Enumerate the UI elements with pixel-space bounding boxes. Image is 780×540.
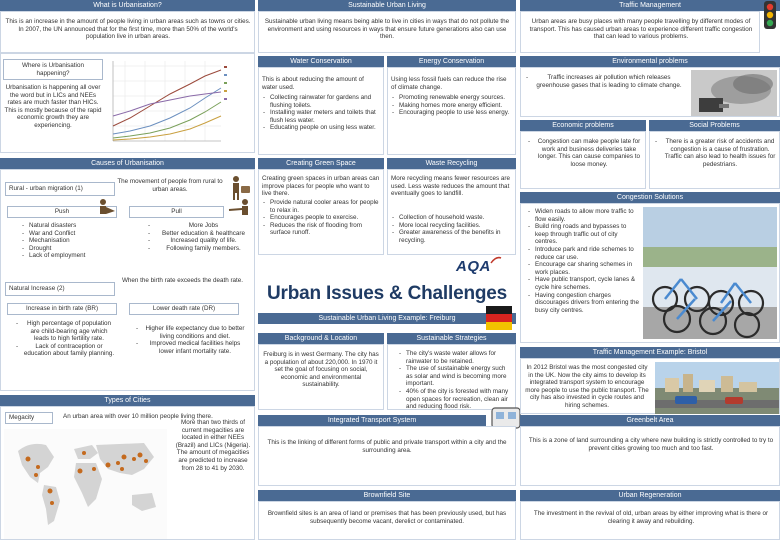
- header-sustainable-strategies: Sustainable Strategies: [387, 333, 516, 344]
- green-space-item: - Reduces the risk of flooding from surface runoff.: [262, 222, 380, 237]
- header-economic-problems: Economic problems: [520, 120, 646, 131]
- push-item: - War and Conflict: [21, 230, 121, 238]
- water-item: - Educating people on using less water.: [262, 124, 380, 132]
- pull-icon: [227, 198, 253, 220]
- brownfield-definition: Brownfield sites is an area of land or premises that has been previously used, but has subsequently become vacant, derelict or contaminated.: [267, 510, 507, 525]
- aqa-swoosh-icon: [490, 256, 502, 264]
- energy-intro: Using less fossil fuels can reduce the rise of climate change.: [391, 76, 507, 91]
- environmental-problems-box: [520, 67, 780, 117]
- strategy-item: - The use of sustainable energy such as solar and wind is becoming more important.: [398, 365, 510, 388]
- urbanisation-definition: This is an increase in the amount of people living in urban areas such as towns or cities. In 2007, the UN announced that for the first time, more than 50% of the world's population live in urban areas.: [5, 18, 251, 41]
- birth-rate-item: - High percentage of population are child-bearing age which leads to high fertility rate.: [15, 320, 115, 343]
- waste-item: - Collection of household waste.: [391, 214, 512, 222]
- exhaust-pollution-image: [691, 70, 777, 116]
- pull-heading: Pull: [129, 206, 224, 218]
- rural-urban-label: Rural - urban migration (1): [5, 182, 115, 196]
- energy-item: - Encouraging people to use less energy.: [391, 109, 512, 117]
- push-heading: Push: [7, 206, 117, 218]
- integrated-transport-box: [258, 426, 516, 486]
- birth-rate-list: [15, 320, 115, 358]
- strategy-item: - 40% of the city is forested with many open spaces for recreation, clean air and reducing flood risk.: [398, 388, 510, 411]
- header-background-location: Background & Location: [258, 333, 384, 344]
- traffic-light-icon: [760, 0, 780, 30]
- push-item: - Mechanisation: [21, 237, 121, 245]
- german-flag-icon: [486, 306, 512, 330]
- header-integrated-transport: Integrated Transport System: [258, 415, 486, 426]
- bike-hire-image: [643, 207, 777, 339]
- solution-item: - Encourage car sharing schemes in work places.: [527, 261, 639, 276]
- bristol-box: [520, 358, 780, 414]
- header-social-problems: Social Problems: [649, 120, 780, 131]
- solution-item: - Widen roads to allow more traffic to flow easily.: [527, 208, 639, 223]
- pull-item: - More Jobs: [147, 222, 252, 230]
- greenbelt-definition: This is a zone of land surrounding a city where new building is strictly controlled to try to prevent cities growing too much and too fast.: [528, 437, 774, 452]
- header-bristol-example: Traffic Management Example: Bristol: [520, 347, 780, 358]
- traffic-intro: Urban areas are busy places with many people travelling by different modes of transport. This has caused urban areas to experience different traffic congestion that can lead to various problems.: [529, 18, 753, 41]
- strategy-item: - The city's waste water allows for rainwater to be retained.: [398, 350, 510, 365]
- pull-item: - Following family members.: [147, 245, 252, 253]
- economic-list: [527, 138, 643, 168]
- rural-urban-description: The movement of people from rural to urban areas.: [117, 178, 223, 193]
- environmental-item: - Traffic increases air pollution which releases greenhouse gases that is leading to climate change.: [525, 74, 685, 89]
- megacity-definition: An urban area with over 10 million people living there.: [63, 413, 213, 420]
- death-rate-item: - Higher life expectancy due to better living conditions and diet.: [135, 325, 247, 340]
- solutions-list: [527, 208, 639, 314]
- death-rate-list: [135, 325, 247, 355]
- social-item: - There is a greater risk of accidents and congestion is a cause of frustration. Traffic can also lead to health issues for pedestrians.: [654, 138, 778, 168]
- background-location-box: [258, 344, 384, 410]
- urbanisation-line-chart: [105, 56, 253, 151]
- header-waste-recycling: Waste Recycling: [387, 158, 516, 169]
- push-item: - Drought: [21, 245, 121, 253]
- birth-rate-item: - Lack of contraception or education about family planning.: [15, 343, 115, 358]
- solution-item: - Introduce park and ride schemes to reduce car use.: [527, 246, 639, 261]
- freiburg-photo: [258, 410, 384, 414]
- green-space-item: - Provide natural cooler areas for people to relax in.: [262, 199, 380, 214]
- social-problems-box: [649, 131, 780, 189]
- waste-item: - Greater awareness of the benefits in recycling.: [391, 229, 512, 244]
- sustainable-intro-box: [258, 11, 516, 53]
- energy-item: - Making homes more energy efficient.: [391, 102, 512, 110]
- freiburg-background: Freiburg is in west Germany. The city has a population of about 220,000. In 1970 it set the goal of focusing on social, economic and environmental sustainability.: [263, 351, 379, 389]
- types-of-cities-box: [0, 406, 255, 540]
- congestion-solutions-box: [520, 203, 780, 343]
- birth-rate-heading: Increase in birth rate (BR): [7, 303, 117, 315]
- aqa-logo: [456, 258, 500, 278]
- where-answer: Urbanisation is happening all over the word but in LICs and NEEs rates are much faster than HICs. This is mostly because of the rapid economic growth they are experiencing.: [4, 84, 102, 129]
- header-urban-regeneration: Urban Regeneration: [520, 490, 780, 501]
- natural-increase-label: Natural Increase (2): [5, 282, 115, 296]
- bristol-text: In 2012 Bristol was the most congested city in the UK. Now the city aims to develop its integrated transport system to encourage more people to use the public transport. The city has also invested in cycle routes and hiring schemes.: [525, 364, 649, 409]
- page-title: Urban Issues & Challenges: [267, 283, 507, 304]
- pull-item: - Increased quality of life.: [147, 237, 252, 245]
- bristol-photo: [655, 362, 779, 414]
- header-environmental-problems: Environmental problems: [520, 56, 780, 67]
- header-traffic-management: Traffic Management: [520, 0, 780, 11]
- pull-item: - Better education & healthcare: [147, 230, 252, 238]
- where-box: [0, 53, 255, 153]
- green-space-list: [262, 199, 380, 237]
- urban-regeneration-box: [520, 501, 780, 540]
- waste-list: [391, 214, 512, 244]
- waste-intro: More recycling means fewer resources are used. Less waste reduces the amount that eventually goes to landfill.: [391, 175, 510, 198]
- solution-item: - Having congestion charges discourages drivers from entering the busy city centres.: [527, 292, 639, 315]
- brownfield-box: [258, 501, 516, 540]
- energy-conservation-box: [387, 67, 516, 155]
- push-item: - Natural disasters: [21, 222, 121, 230]
- green-space-box: [258, 169, 384, 255]
- water-list: [262, 94, 380, 132]
- death-rate-heading: Lower death rate (DR): [129, 303, 239, 315]
- economic-problems-box: [520, 131, 646, 189]
- header-what-is-urbanisation: What is Urbanisation?: [0, 0, 255, 11]
- aqa-logo-text: AQA: [456, 258, 491, 275]
- strategies-list: [392, 350, 510, 411]
- water-item: - Installing water meters and toilets that flush less water.: [262, 109, 380, 124]
- header-types-of-cities: Types of Cities: [0, 395, 255, 406]
- green-space-item: - Encourages people to exercise.: [262, 214, 380, 222]
- energy-list: [391, 94, 512, 117]
- sustainable-definition: Sustainable urban living means being able to live in cities in ways that do not pollute the environment and using resources in ways that ensure future generations also can use then.: [264, 18, 510, 41]
- header-congestion-solutions: Congestion Solutions: [520, 192, 780, 203]
- social-list: [654, 138, 778, 168]
- pull-factors-list: [147, 222, 252, 252]
- header-sustainable-urban-living: Sustainable Urban Living: [258, 0, 516, 11]
- death-rate-item: - Improved medical facilities helps lower infant mortality rate.: [135, 340, 247, 355]
- push-item: - Lack of employment: [21, 252, 121, 260]
- push-factors-list: [21, 222, 121, 260]
- environmental-list: [525, 74, 685, 89]
- traffic-intro-box: [520, 11, 760, 53]
- megacity-label: Megacity: [5, 412, 53, 424]
- header-greenbelt-area: Greenbelt Area: [520, 415, 780, 426]
- header-green-space: Creating Green Space: [258, 158, 384, 169]
- integrated-transport-definition: This is the linking of different forms of public and private transport within a city and the surrounding area.: [267, 439, 507, 454]
- energy-item: - Promoting renewable energy sources.: [391, 94, 512, 102]
- causes-box: [0, 169, 255, 391]
- water-conservation-box: [258, 67, 384, 155]
- header-water-conservation: Water Conservation: [258, 56, 384, 67]
- solution-item: - Build ring roads and bypasses to keep through traffic out of city centres.: [527, 223, 639, 246]
- water-item: - Collecting rainwater for gardens and flushing toilets.: [262, 94, 380, 109]
- header-causes: Causes of Urbanisation: [0, 158, 255, 169]
- waste-recycling-box: [387, 169, 516, 255]
- where-question: Where is Urbanisation happening?: [3, 59, 103, 80]
- megacity-facts: More than two thirds of current megacities are located in either NEEs (Brazil) and LICs (Nigeria). The amount of megacities are predicted to increase from 28 to 41 by 2030.: [175, 419, 251, 472]
- world-megacity-map: [4, 429, 167, 539]
- header-energy-conservation: Energy Conservation: [387, 56, 516, 67]
- header-brownfield-site: Brownfield Site: [258, 490, 516, 501]
- natural-increase-description: When the birth rate exceeds the death rate.: [121, 277, 244, 284]
- push-icon: [95, 198, 117, 220]
- economic-item: - Congestion can make people late for work and business deliveries take longer. This can cause companies to loose money.: [527, 138, 643, 168]
- greenbelt-box: [520, 426, 780, 486]
- water-intro: This is about reducing the amount of water used.: [262, 76, 364, 91]
- what-is-urbanisation-box: [0, 11, 255, 53]
- solution-item: - Have public transport, cycle lanes & cycle hire schemes.: [527, 276, 639, 291]
- header-freiburg-example: Sustainable Urban Living Example: Freiburg: [258, 313, 516, 324]
- urban-regeneration-definition: The investment in the revival of old, urban areas by either improving what is there or clearing it away and rebuilding.: [533, 510, 769, 525]
- green-space-intro: Creating green spaces in urban areas can improve places for people who want to live there.: [262, 175, 380, 198]
- waste-item: - More local recycling facilities.: [391, 222, 512, 230]
